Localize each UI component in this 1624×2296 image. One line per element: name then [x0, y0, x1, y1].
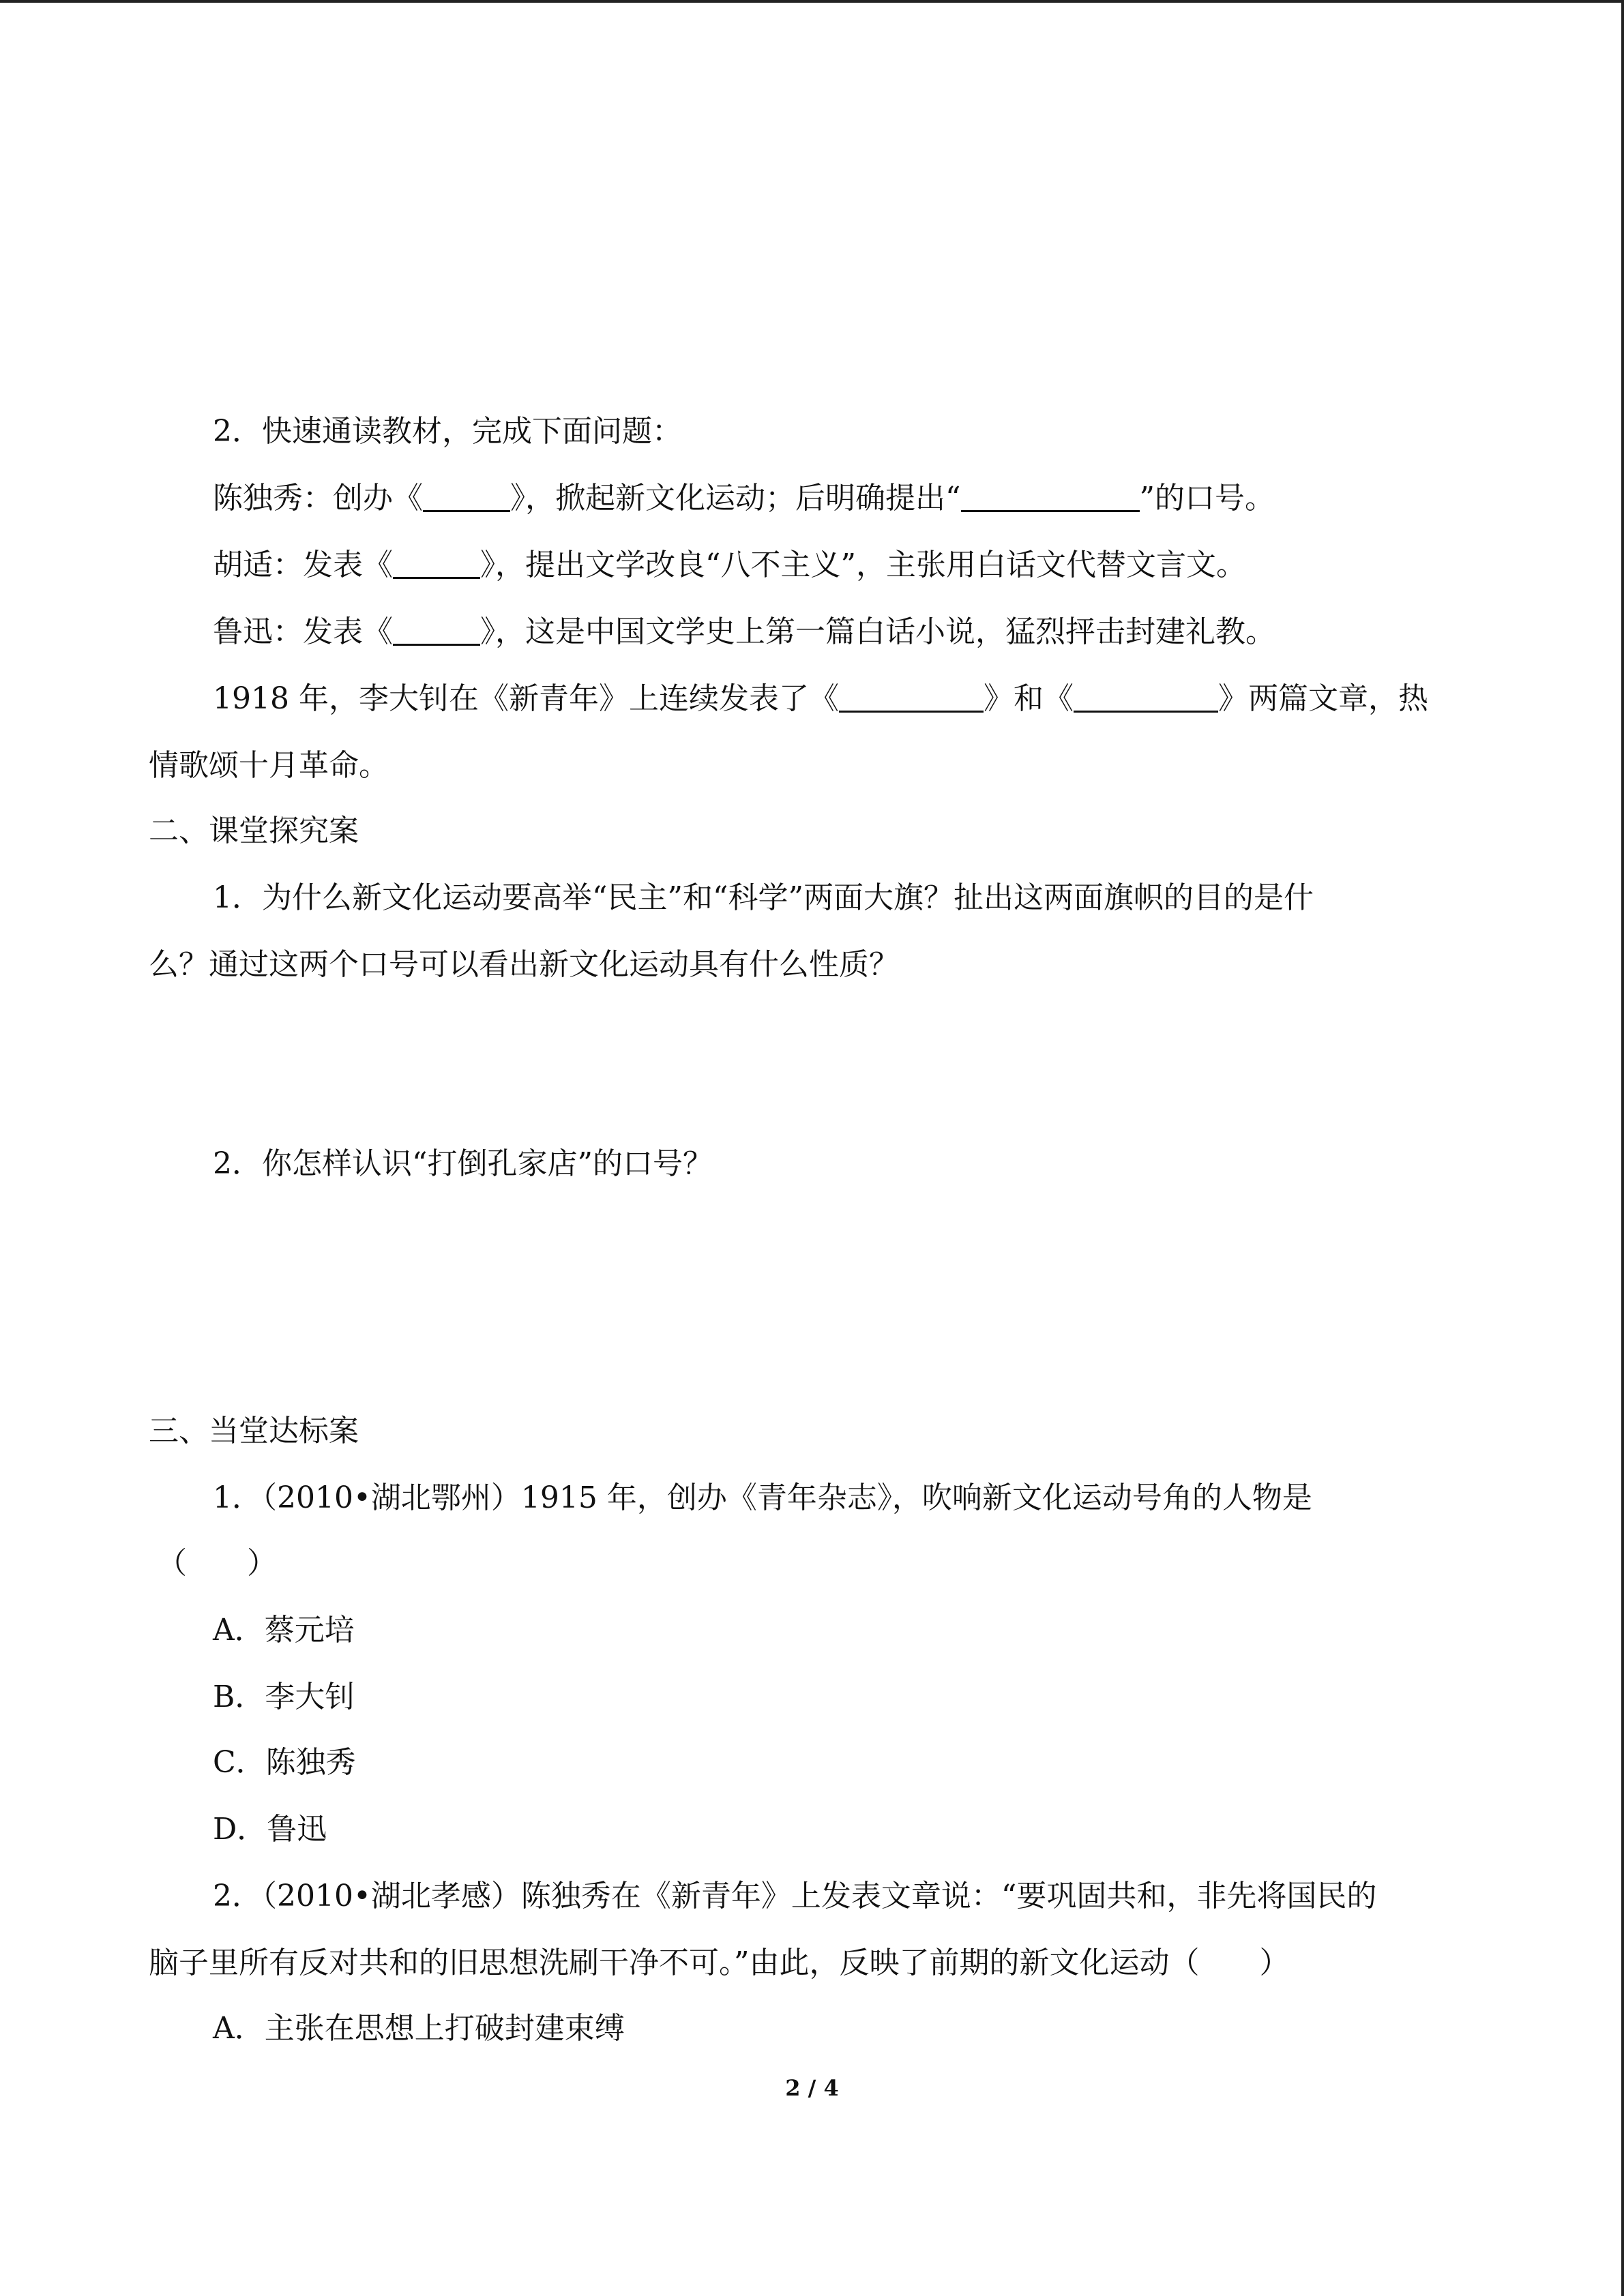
practice-question-2-option-a[interactable]	[0, 2009, 1624, 2048]
option-b[interactable]	[0, 1678, 1624, 1717]
blank-lu-xun-novel[interactable]	[393, 614, 480, 646]
blank-hu-shi-article[interactable]	[393, 547, 480, 579]
text: 情歌颂十月革命。	[149, 748, 389, 783]
section-heading-explore	[0, 811, 1624, 851]
explore-question-2	[0, 1144, 1624, 1184]
text: 2．你怎样认识“打倒孔家店”的口号？	[213, 1146, 713, 1181]
option-label: A．蔡元培	[213, 1613, 355, 1648]
option-label: B．李大钊	[213, 1680, 355, 1714]
text: 》和《	[983, 681, 1074, 716]
text: 陈独秀：创办《	[213, 481, 423, 516]
text: ”的口号。	[1139, 481, 1275, 516]
text: 》，这是中国文学史上第一篇白话小说，猛烈抨击封建礼教。	[480, 614, 1275, 649]
option-c[interactable]	[0, 1743, 1624, 1783]
li-dazhao-line	[0, 679, 1624, 719]
text: 2．快速通读教材，完成下面问题：	[213, 414, 682, 449]
text: 》两篇文章，热	[1217, 681, 1428, 716]
practice-question-1-answer-paren[interactable]	[0, 1544, 1624, 1583]
practice-question-1	[0, 1478, 1624, 1518]
practice-question-2	[0, 1877, 1624, 1916]
option-label: C．陈独秀	[213, 1745, 356, 1780]
text: 2．（2010•湖北孝感）陈独秀在《新青年》上发表文章说：“要巩固共和，非先将国民的	[213, 1879, 1377, 1913]
option-label: A．主张在思想上打破封建束缚	[213, 2011, 625, 2046]
text: 么？通过这两个口号可以看出新文化运动具有什么性质？	[149, 947, 899, 982]
answer-paren[interactable]: （ ）	[157, 1546, 277, 1581]
text: 》，掀起新文化运动；后明确提出“	[510, 481, 961, 516]
chen-duxiu-line	[0, 479, 1624, 518]
text: 三、当堂达标案	[149, 1414, 359, 1448]
blank-newspaper[interactable]	[423, 480, 510, 512]
pre-question-2-title	[0, 412, 1624, 451]
li-dazhao-line-cont	[0, 746, 1624, 786]
text: 二、课堂探究案	[149, 814, 359, 848]
blank-li-article-2[interactable]	[1074, 681, 1218, 713]
page-number: 2 / 4	[785, 2075, 839, 2101]
section-heading-practice	[0, 1412, 1624, 1451]
option-label: D．鲁迅	[213, 1812, 327, 1847]
hu-shi-line	[0, 546, 1624, 585]
practice-question-2-cont	[0, 1943, 1624, 1983]
text: 》，提出文学改良“八不主义”，主张用白话文代替文言文。	[480, 548, 1246, 582]
option-d[interactable]	[0, 1810, 1624, 1849]
text: 1．（2010•湖北鄂州）1915 年，创办《青年杂志》，吹响新文化运动号角的人物是	[213, 1480, 1312, 1515]
option-a[interactable]	[0, 1611, 1624, 1650]
text: 1918 年，李大钊在《新青年》上连续发表了《	[213, 681, 839, 716]
page-border-top	[0, 0, 1624, 3]
text: 鲁迅：发表《	[213, 614, 393, 649]
text: 1．为什么新文化运动要高举“民主”和“科学”两面大旗？扯出这两面旗帜的目的是什	[213, 880, 1314, 915]
blank-slogan[interactable]	[961, 480, 1140, 512]
explore-question-1-cont	[0, 945, 1624, 985]
explore-question-1	[0, 878, 1624, 918]
text: 脑子里所有反对共和的旧思想洗刷干净不可。”由此，反映了前期的新文化运动（ ）	[149, 1945, 1290, 1980]
lu-xun-line	[0, 612, 1624, 652]
blank-li-article-1[interactable]	[839, 681, 984, 713]
text: 胡适：发表《	[213, 548, 393, 582]
